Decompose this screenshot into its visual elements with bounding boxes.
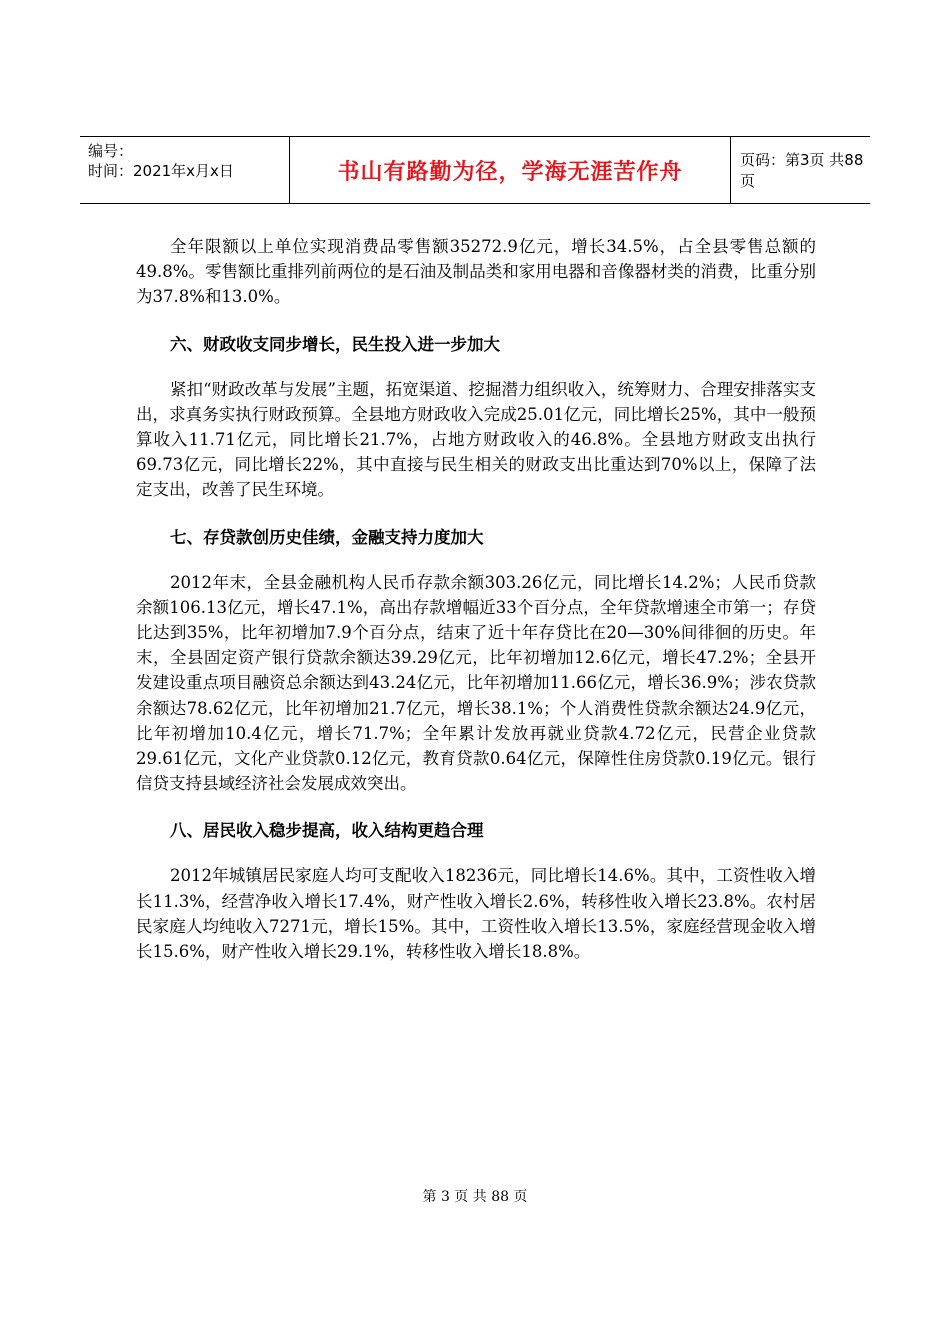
document-time-label: 时间：2021年x月x日 bbox=[88, 162, 234, 180]
section-heading-8: 八、居民收入稳步提高，收入结构更趋合理 bbox=[170, 821, 484, 841]
header-page-info: 页码：第3页 共88页 bbox=[740, 151, 864, 190]
paragraph-income: 2012年城镇居民家庭人均可支配收入18236元，同比增长14.6%。其中，工资性收入增长11.3%，经营净收入增长17.4%，财产性收入增长2.6%，转移性收入增长23.8%。农村居民家庭人均纯收入7271元，增长15%。其中，工资性收入增长13.5%，家庭经营现金收入增长15.6%，财产性收入增长29.1%，转移性收入增长18.8%。 bbox=[136, 866, 816, 962]
paragraph-finance: 紧扣“财政改革与发展”主题，拓宽渠道、挖掘潜力组织收入，统筹财力、合理安排落实支出，求真务实执行财政预算。全县地方财政收入完成25.01亿元，同比增长25%，其中一般预算收入11.71亿元，同比增长21.7%，占地方财政收入的46.8%。全县地方财政支出执行69.73亿元，同比增长22%，其中直接与民生相关的财政支出比重达到70%以上，保障了法定支出，改善了民生环境。 bbox=[136, 379, 816, 500]
document-body bbox=[136, 234, 816, 964]
page-header bbox=[80, 136, 870, 204]
page-footer: 第 3 页 共 88 页 bbox=[422, 1189, 528, 1205]
header-meta bbox=[88, 141, 288, 181]
paragraph-banking: 2012年末，全县金融机构人民币存款余额303.26亿元，同比增长14.2%；人民币贷款余额106.13亿元，增长47.1%，高出存款增幅近33个百分点，全年贷款增速全市第一；存贷比达到35%，比年初增加7.9个百分点，结束了近十年存贷比在20—30%间徘徊的历史。年末，全县固定资产银行贷款余额达39.29亿元，比年初增加12.6亿元，增长47.2%；全县开发建设重点项目融资总余额达到43.24亿元，比年初增加11.66亿元，增长36.9%；涉农贷款余额达78.62亿元，比年初增加21.7亿元，增长38.1%；个人消费性贷款余额达24.9亿元，比年初增加10.4亿元，增长71.7%；全年累计发放再就业贷款4.72亿元，民营企业贷款29.61亿元，文化产业贷款0.12亿元，教育贷款0.64亿元，保障性住房贷款0.19亿元。银行信贷支持县域经济社会发展成效突出。 bbox=[136, 572, 816, 794]
section-heading-7: 七、存贷款创历史佳绩，金融支持力度加大 bbox=[170, 527, 484, 547]
paragraph-retail: 全年限额以上单位实现消费品零售额35272.9亿元，增长34.5%，占全县零售总额的49.8%。零售额比重排列前两位的是石油及制品类和家用电器和音像器材类的消费，比重分别为37.8%和13.0%。 bbox=[136, 237, 816, 307]
header-motto: 书山有路勤为径，学海无涯苦作舟 bbox=[289, 137, 731, 203]
section-heading-6: 六、财政收支同步增长，民生投入进一步加大 bbox=[170, 334, 500, 354]
document-number-label: 编号： bbox=[88, 142, 134, 160]
